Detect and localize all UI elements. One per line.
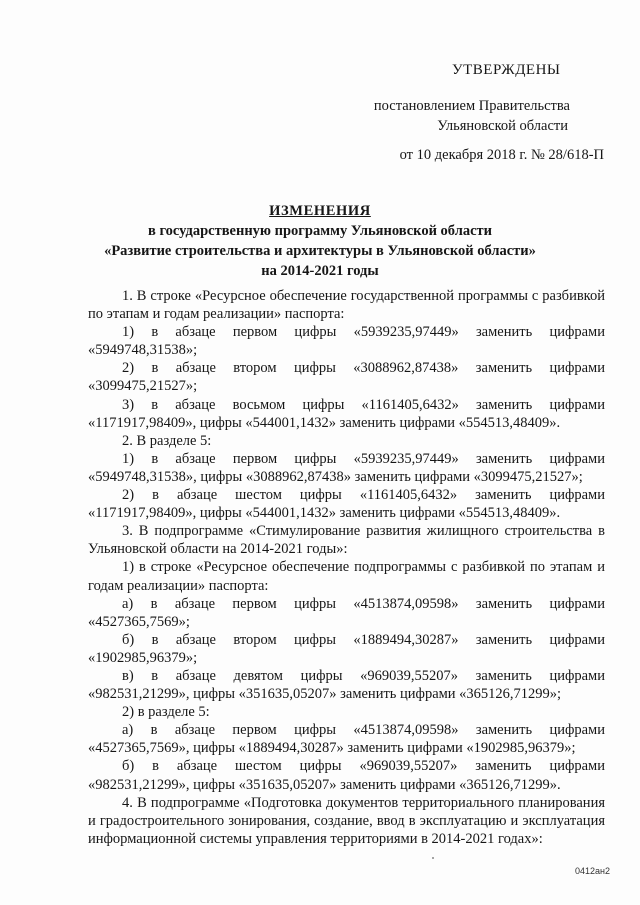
paragraph-3-2-b: б) в абзаце шестом цифры «969039,55207» заменить цифрами «982531,21299», цифры «351635,05207» заменить цифрами «365126,71299». — [88, 758, 605, 793]
paragraph-3-1: 1) в строке «Ресурсное обеспечение подпрограммы с разбивкой по этапам и годам реализации» паспорта: — [88, 559, 605, 594]
paragraph-1: 1. В строке «Ресурсное обеспечение государственной программы с разбивкой по этапам и годам реализации» паспорта: — [88, 288, 605, 323]
paragraph-2: 2. В разделе 5: — [122, 432, 212, 449]
paragraph-2-2: 2) в абзаце шестом цифры «1161405,6432» заменить цифрами «1171917,98409», цифры «544001,1432» заменить цифрами «554513,48409». — [88, 487, 605, 522]
paragraph-3: 3. В подпрограмме «Стимулирование развития жилищного строительства в Ульяновской области на 2014-2021 годы»: — [88, 523, 605, 558]
paragraph-4: 4. В подпрограмме «Подготовка документов территориального планирования и градостроительного зонирования, создание, ввод в эксплуатацию и эксплуатация информационной системы управления территориями в 2014-2021 годах»: — [88, 794, 605, 847]
footer-code: 0412ан2 — [575, 866, 611, 876]
title-line-4: на 2014-2021 годы — [261, 263, 379, 279]
paragraph-1-1: 1) в абзаце первом цифры «5939235,97449» заменить цифрами «5949748,31538»; — [88, 324, 605, 359]
paragraph-3-1-v: в) в абзаце девятом цифры «969039,55207» заменить цифрами «982531,21299», цифры «351635,05207» заменить цифрами «365126,71299»; — [88, 667, 605, 703]
document-title — [0, 201, 640, 281]
paragraph-1-2: 2) в абзаце втором цифры «3088962,87438» заменить цифрами «3099475,21527»; — [88, 360, 605, 395]
document-body — [88, 287, 605, 848]
title-line-1: ИЗМЕНЕНИЯ — [269, 203, 371, 219]
paragraph-3-1-a: а) в абзаце первом цифры «4513874,09598» заменить цифрами «4527365,7569»; — [88, 595, 605, 630]
title-line-2: в государственную программу Ульяновской области — [147, 223, 492, 239]
paragraph-3-1-b: б) в абзаце втором цифры «1889494,30287» заменить цифрами «1902985,96379»; — [88, 631, 605, 666]
approval-authority: постановлением Правительства — [373, 98, 570, 114]
approval-date-number: от 10 декабря 2018 г. № 28/618-П — [399, 147, 604, 163]
paragraph-3-2-a: а) в абзаце первом цифры «4513874,09598» заменить цифрами «4527365,7569», цифры «1889494,30287» заменить цифрами «1902985,96379»; — [88, 722, 605, 757]
paragraph-3-2: 2) в разделе 5: — [122, 704, 210, 721]
scan-speck — [432, 857, 434, 859]
paragraph-2-1: 1) в абзаце первом цифры «5939235,97449» заменить цифрами «5949748,31538», цифры «3088962,87438» заменить цифрами «3099475,21527»; — [88, 450, 605, 485]
title-line-3: «Развитие строительства и архитектуры в Ульяновской области» — [104, 243, 536, 259]
approved-heading: УТВЕРЖДЕНЫ — [452, 62, 561, 78]
approval-region: Ульяновской области — [437, 118, 568, 134]
paragraph-1-3: 3) в абзаце восьмом цифры «1161405,6432» заменить цифрами «1171917,98409», цифры «544001,1432» заменить цифрами «554513,48409». — [88, 396, 605, 431]
